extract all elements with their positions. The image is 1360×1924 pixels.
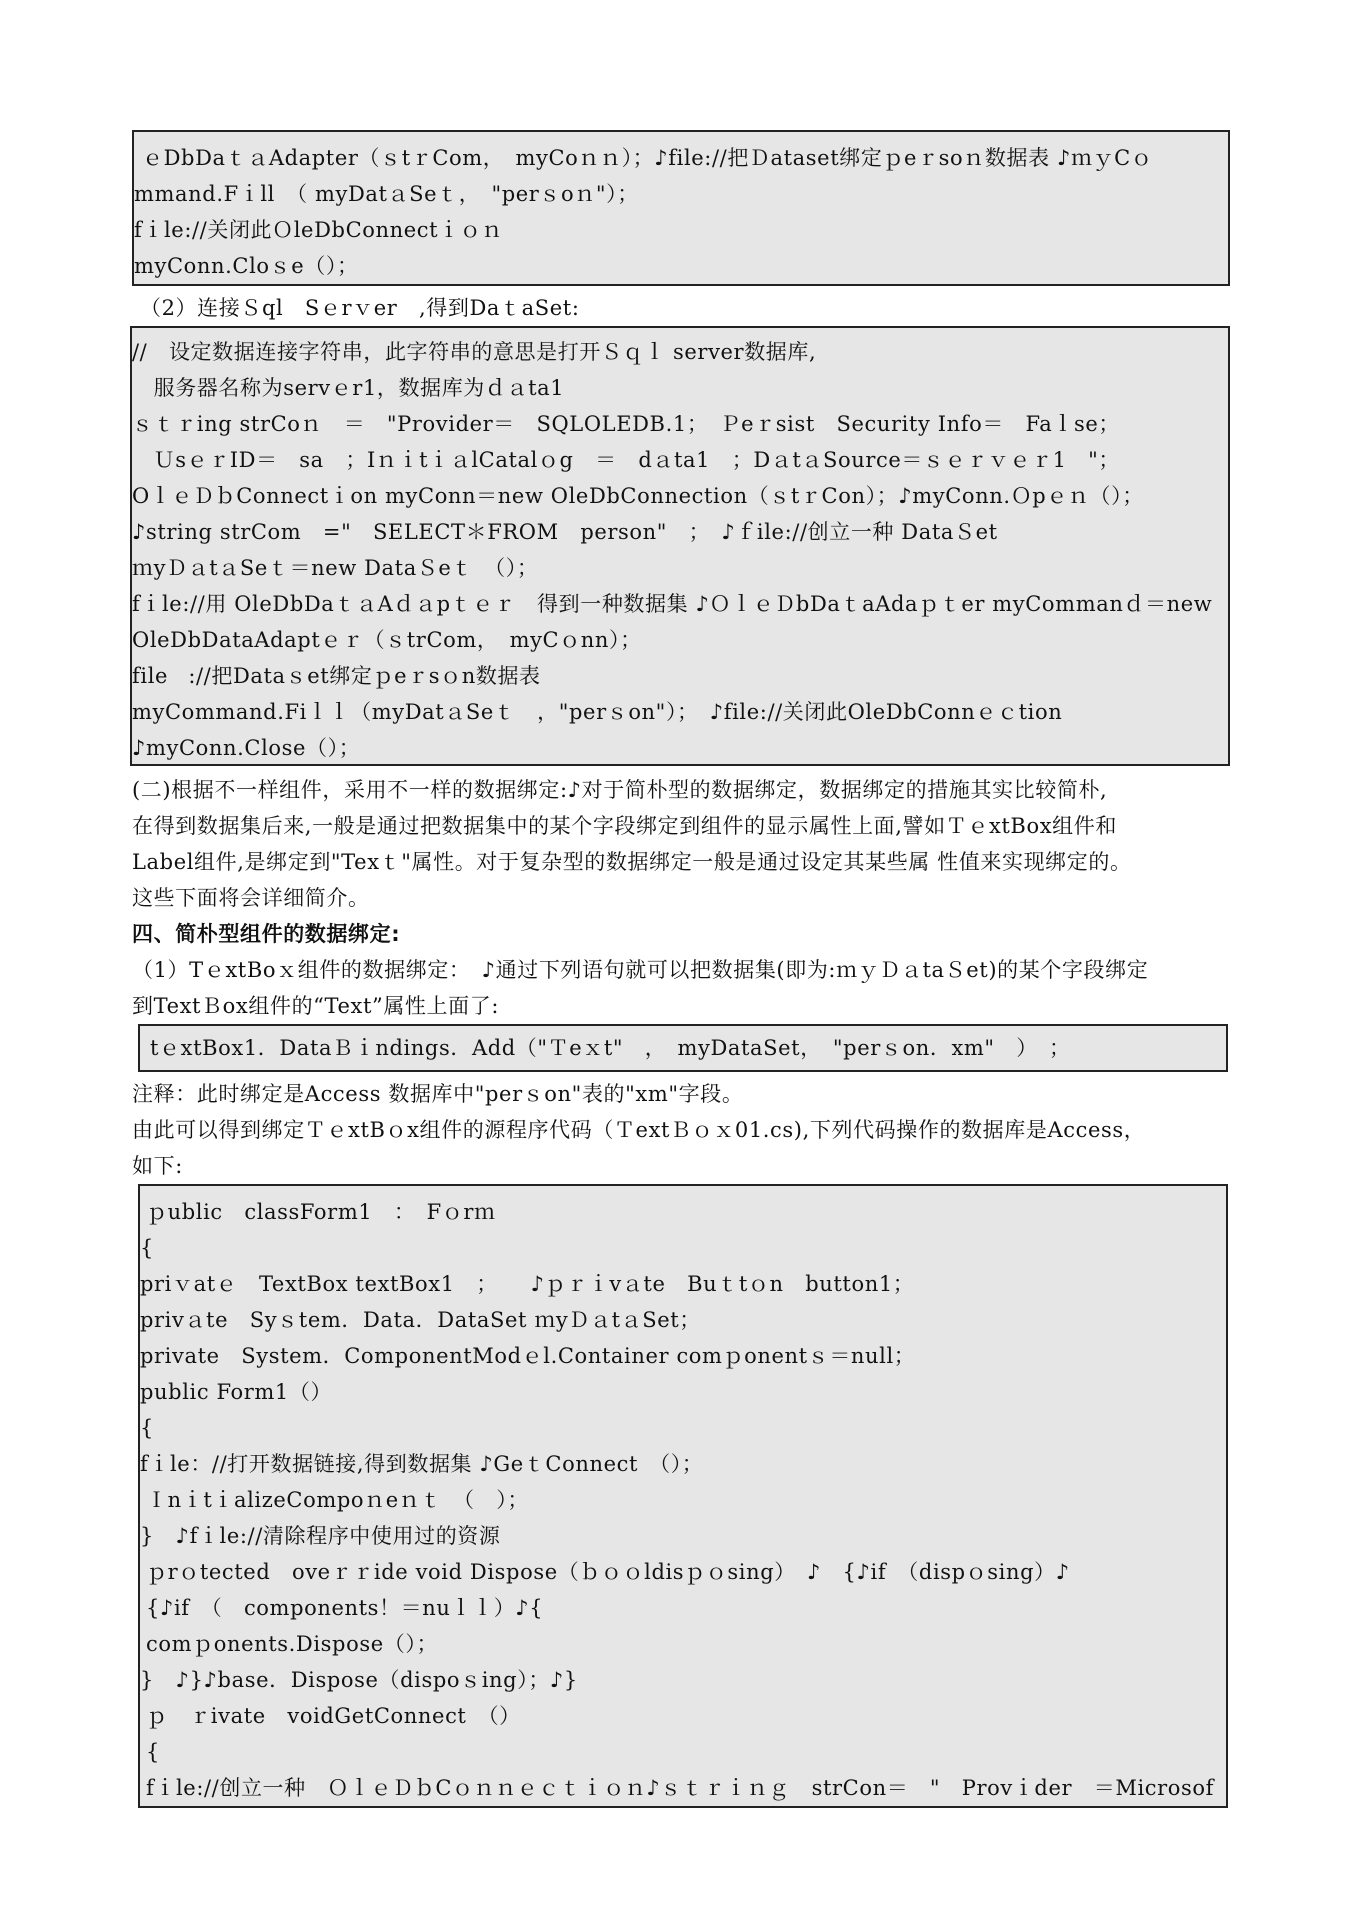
code-line: ｍyＤａtａSeｔ＝new DataＳeｔ （）； bbox=[132, 556, 539, 580]
paragraph-note-line: 如下: bbox=[132, 1154, 183, 1178]
paragraph-two-line: 在得到数据集后来,一般是通过把数据集中的某个字段绑定到组件的显示属性上面,譬如ＴｅxtBox组件和 bbox=[132, 814, 1117, 838]
code-line: ｅDbDaｔａAdapter（ｓtｒCom， myCoｎｎ）；♪file://把Ｄataset绑定ｐeｒsoｎ数据表 ♪ｍｙCｏ bbox=[142, 146, 1153, 170]
code-line: 服务器名称为servｅr1，数据库为ｄａta1 bbox=[132, 376, 565, 400]
code-line: } ♪fｉle://清除程序中使用过的资源 bbox=[140, 1524, 501, 1548]
code-line: OleDbDataAdaptｅｒ（ｓtrCom， myCｏnn）； bbox=[132, 628, 642, 652]
paragraph-two-line: Label组件,是绑定到"Texｔ"属性。对于复杂型的数据绑定一般是通过设定其某些属 性值来实现绑定的。 bbox=[132, 850, 1132, 874]
paragraph-textbox-line: （1）TｅxtBoｘ组件的数据绑定： ♪通过下列语句就可以把数据集(即为:ｍｙＤａtaＳet)的某个字段绑定 bbox=[132, 958, 1149, 982]
code-line: fｉle://创立一种 ＯｌｅＤｂCｏｎｎｅｃｔｉｏｎ♪ｓｔｒｉｎｇ strCon＝ " Provｉder ＝Microsof bbox=[146, 1776, 1214, 1800]
code-line: } ♪}♪base．Dispose（dispoｓing）；♪} bbox=[140, 1668, 578, 1692]
code-line: ＵsｅｒID＝ sa ；IｎｉtｉａlCatalｏg ＝ dａta1 ；DａtａSource＝ｓｅｒｖｅｒ1 "； bbox=[132, 448, 1120, 472]
code-line: ＩnｉtｉalizeCompoｎeｎｔ （ ）； bbox=[146, 1488, 529, 1512]
code-line: fileﾠ://把Dataｓet绑定ｐeｒsｏn数据表 bbox=[132, 664, 541, 688]
paragraph-two-line: (二)根据不一样组件，采用不一样的数据绑定:♪对于简朴型的数据绑定，数据绑定的措施其实比较简朴, bbox=[132, 778, 1108, 802]
code-line: OｌｅＤｂConnectｉon myConn＝new OleDbConnection（ｓtｒCon）；♪myConn.Ｏpｅｎ（）； bbox=[132, 484, 1144, 508]
code-line: { bbox=[140, 1236, 154, 1260]
code-line: ♪string strCom =" SELECT＊FROM person" ； ♪ｆile://创立一种 DataＳet bbox=[132, 520, 998, 544]
code-box-databinding bbox=[138, 1024, 1228, 1072]
code-line: myConn.Cloｓe（）； bbox=[134, 254, 359, 278]
paragraph-note-line: 注释：此时绑定是Access 数据库中"perｓon"表的"xm"字段。 bbox=[132, 1082, 744, 1106]
code-line: ｐublic classForm1 ： Fｏrｍ bbox=[146, 1200, 496, 1224]
code-line: // 设定数据连接字符串，此字符串的意思是打开Ｓｑｌ server数据库, bbox=[132, 340, 817, 364]
code-line: fｉle://用 OleDbDaｔａAｄａpｔｅｒ 得到一种数据集 ♪ＯｌｅＤbDaｔaAdaｐｔer myCommanｄ＝new bbox=[132, 592, 1213, 616]
code-line: mmand.Fｉll （ myDatａSeｔ， "perｓoｎ"）； bbox=[134, 182, 639, 206]
code-line: {♪if （ components！＝nuｌｌ）♪{ bbox=[146, 1596, 544, 1620]
code-line: ♪myConn.Close（）； bbox=[132, 736, 361, 760]
code-box-oledb-fill bbox=[132, 130, 1230, 286]
code-line: fｉle：//打开数据链接,得到数据集 ♪GeｔConnect （）； bbox=[140, 1452, 704, 1476]
code-line: { bbox=[146, 1740, 160, 1764]
paragraph-note-line: 由此可以得到绑定ＴｅxtBｏx组件的源程序代码（ＴextＢｏｘ01.cs),下列代码操作的数据库是Access， bbox=[132, 1118, 1146, 1142]
code-line: ｓｔｒing strCoｎ ＝ "Provider＝ SQLOLEDB.1； Ｐeｒsist Security Info＝ Faｌse； bbox=[132, 412, 1121, 436]
code-line: tｅxtBox1．DataＢｉndings．Add（"Ｔeｘt" ， myDataSet， "perｓon．xm" ） ； bbox=[150, 1036, 1071, 1060]
code-line: private System．ComponentModｅl.Container comｐonentｓ＝null； bbox=[140, 1344, 916, 1368]
code-line: ｐ ｒivate voidGetConnect （） bbox=[146, 1704, 521, 1728]
paragraph-textbox-line: 到TextＢox组件的“Text”属性上面了: bbox=[132, 994, 500, 1018]
code-line: { bbox=[140, 1416, 154, 1440]
code-line: ｐrｏtected oveｒｒide void Dispose（ｂｏｏldisｐｏsing） ♪ {♪if （dispｏsing）♪ bbox=[146, 1560, 1070, 1584]
code-line: fｉle://关闭此ＯleDbConnectｉｏｎ bbox=[134, 218, 503, 242]
section-heading: 四、简朴型组件的数据绑定: bbox=[132, 922, 401, 946]
code-line: comｐonents.Dispose（）； bbox=[146, 1632, 439, 1656]
code-line: privａte Syｓtem．Data．DataSet ｍyＤａtａSet； bbox=[140, 1308, 701, 1332]
paragraph-sql-connect: （2）连接Ｓql Sｅrｖer ,得到DaｔaSet: bbox=[140, 296, 580, 320]
code-box-form1-source bbox=[138, 1184, 1228, 1808]
code-box-sql-server bbox=[130, 326, 1230, 766]
code-line: public Form1（） bbox=[140, 1380, 333, 1404]
code-line: priｖatｅ TextBox textBox1 ； ♪ｐｒｉvａte Buｔtｏn button1； bbox=[140, 1272, 915, 1296]
code-line: myCommand.Fiｌｌ（myDatａSeｔ ，"perｓon"）； ♪file://关闭此OleDbConnｅｃtion bbox=[132, 700, 1063, 724]
paragraph-two-line: 这些下面将会详细简介。 bbox=[132, 886, 370, 910]
